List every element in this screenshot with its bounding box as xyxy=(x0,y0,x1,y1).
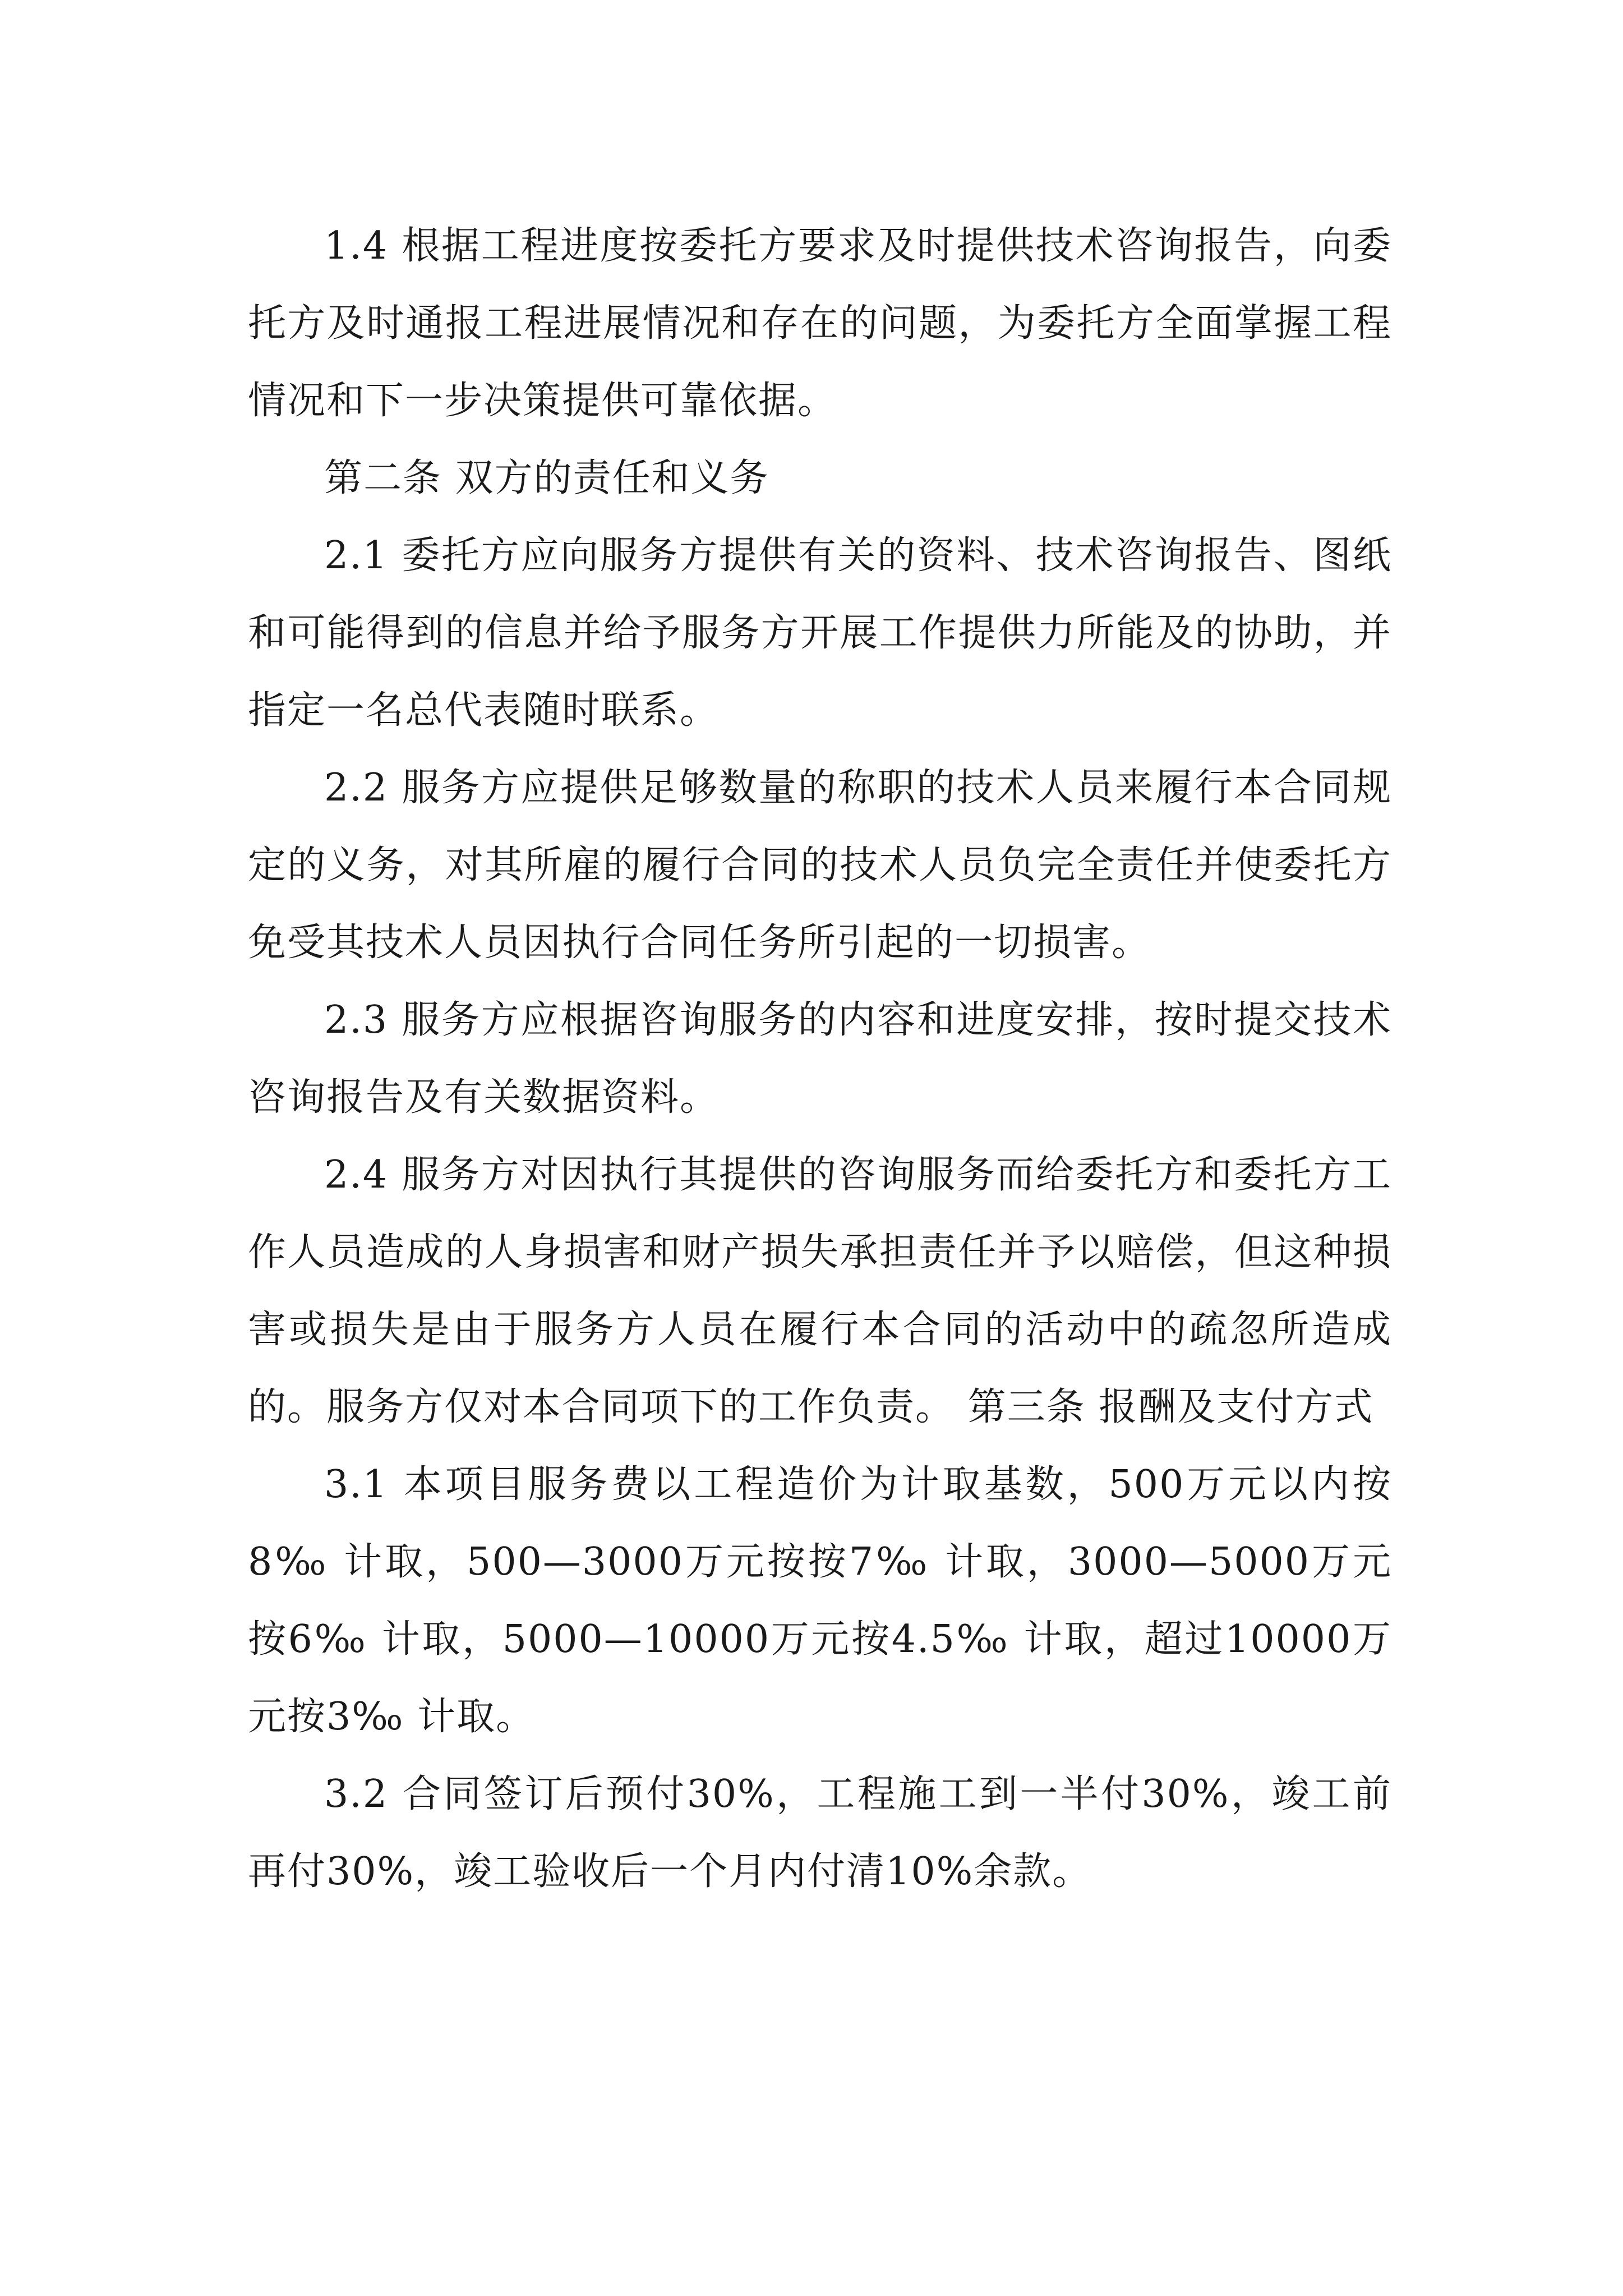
paragraph-2-4: 2.4 服务方对因执行其提供的咨询服务而给委托方和委托方工作人员造成的人身损害和财产损失承担责任并予以赔偿，但这种损害或损失是由于服务方人员在履行本合同的活动中的疏忽所造成的。服务方仅对本合同项下的工作负责。 第三条 报酬及支付方式 xyxy=(248,1153,1392,1429)
document-body xyxy=(248,208,1392,1911)
paragraph-3-1: 3.1 本项目服务费以工程造价为计取基数，500万元以内按8‰ 计取，500—3000万元按按7‰ 计取，3000—5000万元按6‰ 计取，5000—10000万元按4.5‰ 计取，超过10000万元按3‰ 计取。 xyxy=(248,1462,1392,1739)
paragraph-2-2: 2.2 服务方应提供足够数量的称职的技术人员来履行本合同规定的义务，对其所雇的履行合同的技术人员负完全责任并使委托方免受其技术人员因执行合同任务所引起的一切损害。 xyxy=(248,766,1392,965)
paragraph-3-2: 3.2 合同签订后预付30%，工程施工到一半付30%，竣工前再付30%，竣工验收后一个月内付清10%余款。 xyxy=(248,1772,1392,1894)
paragraph-1-4: 1.4 根据工程进度按委托方要求及时提供技术咨询报告，向委托方及时通报工程进展情况和存在的问题，为委托方全面掌握工程情况和下一步决策提供可靠依据。 xyxy=(248,224,1392,423)
paragraph-2-1: 2.1 委托方应向服务方提供有关的资料、技术咨询报告、图纸和可能得到的信息并给予服务方开展工作提供力所能及的协助，并指定一名总代表随时联系。 xyxy=(248,533,1392,733)
paragraph-2-3: 2.3 服务方应根据咨询服务的内容和进度安排，按时提交技术咨询报告及有关数据资料。 xyxy=(248,998,1392,1120)
section-heading-article-2: 第二条 双方的责任和义务 xyxy=(324,456,769,500)
